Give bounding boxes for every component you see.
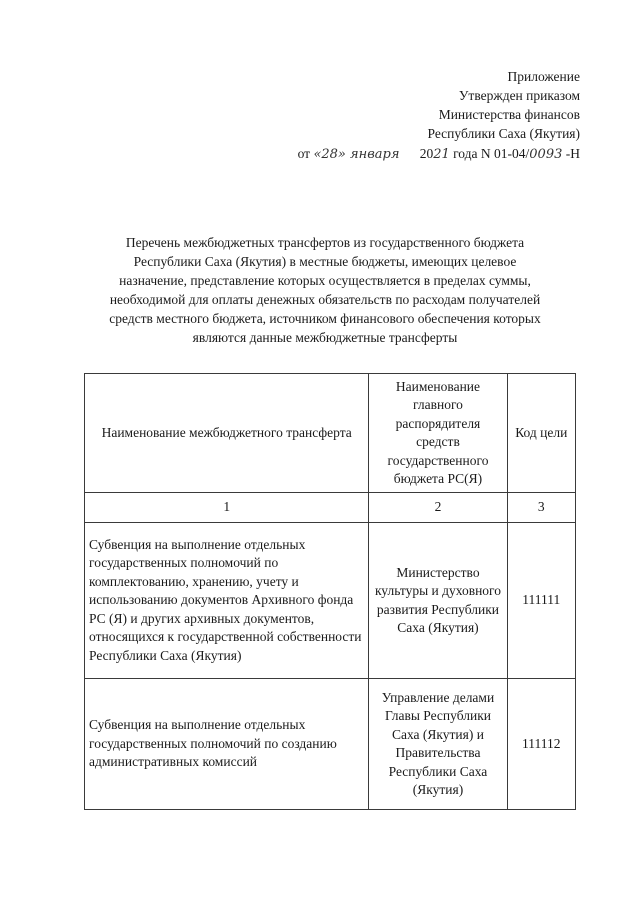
cell-manager: Министерство культуры и духовного развития Республики Саха (Якутия)	[369, 523, 507, 679]
title-line: являются данные межбюджетные трансферты	[192, 330, 458, 345]
title-line: Республики Саха (Якутия) в местные бюджеты, имеющих целевое	[133, 254, 517, 269]
header-transfer-name: Наименование межбюджетного трансферта	[85, 374, 369, 493]
cell-manager: Управление делами Главы Республики Саха (Якутия) и Правительства Республики Саха (Якутия)	[369, 679, 507, 810]
order-suffix: -Н	[565, 146, 580, 161]
column-number: 2	[369, 493, 507, 523]
document-title	[75, 233, 575, 347]
title-line: Перечень межбюджетных трансфертов из государственного бюджета	[125, 235, 525, 250]
title-line: средств местного бюджета, источником финансового обеспечения которых	[109, 311, 541, 326]
handwritten-order-number: 0093	[529, 147, 563, 162]
handwritten-date: «28» января	[313, 147, 400, 162]
column-number: 1	[85, 493, 369, 523]
approval-line-1: Приложение	[507, 69, 580, 84]
date-prefix: от	[297, 146, 311, 161]
approval-line-3: Министерства финансов	[438, 107, 580, 122]
column-number: 3	[507, 493, 575, 523]
cell-purpose-code: 111112	[507, 679, 575, 810]
year-prefix: 20	[419, 146, 434, 161]
cell-transfer-name: Субвенция на выполнение отдельных государственных полномочий по комплектованию, хранению, учету и использованию документов Архивного фонда РС (Я) и других архивных документов, относящихся к государственной собственности Республики Саха (Якутия)	[85, 523, 369, 679]
title-line: назначение, представление которых осуществляется в пределах суммы,	[119, 273, 531, 288]
cell-purpose-code: 111111	[507, 523, 575, 679]
approval-line-4: Республики Саха (Якутия)	[427, 126, 580, 141]
order-number-text: года N 01-04/	[453, 146, 530, 161]
title-line: необходимой для оплаты денежных обязательств по расходам получателей	[109, 292, 541, 307]
approval-block	[298, 67, 580, 164]
handwritten-year: 21	[433, 147, 450, 162]
cell-transfer-name: Субвенция на выполнение отдельных государственных полномочий по созданию административных комиссий	[85, 679, 369, 810]
approval-line-2: Утвержден приказом	[458, 88, 580, 103]
table-row	[85, 523, 576, 679]
table-header-row	[85, 374, 576, 493]
table-number-row	[85, 493, 576, 523]
header-purpose-code: Код цели	[507, 374, 575, 493]
approval-date-line	[298, 144, 580, 164]
table-row	[85, 679, 576, 810]
transfers-table	[84, 373, 576, 810]
header-manager: Наименование главного распорядителя средств государственного бюджета РС(Я)	[369, 374, 507, 493]
